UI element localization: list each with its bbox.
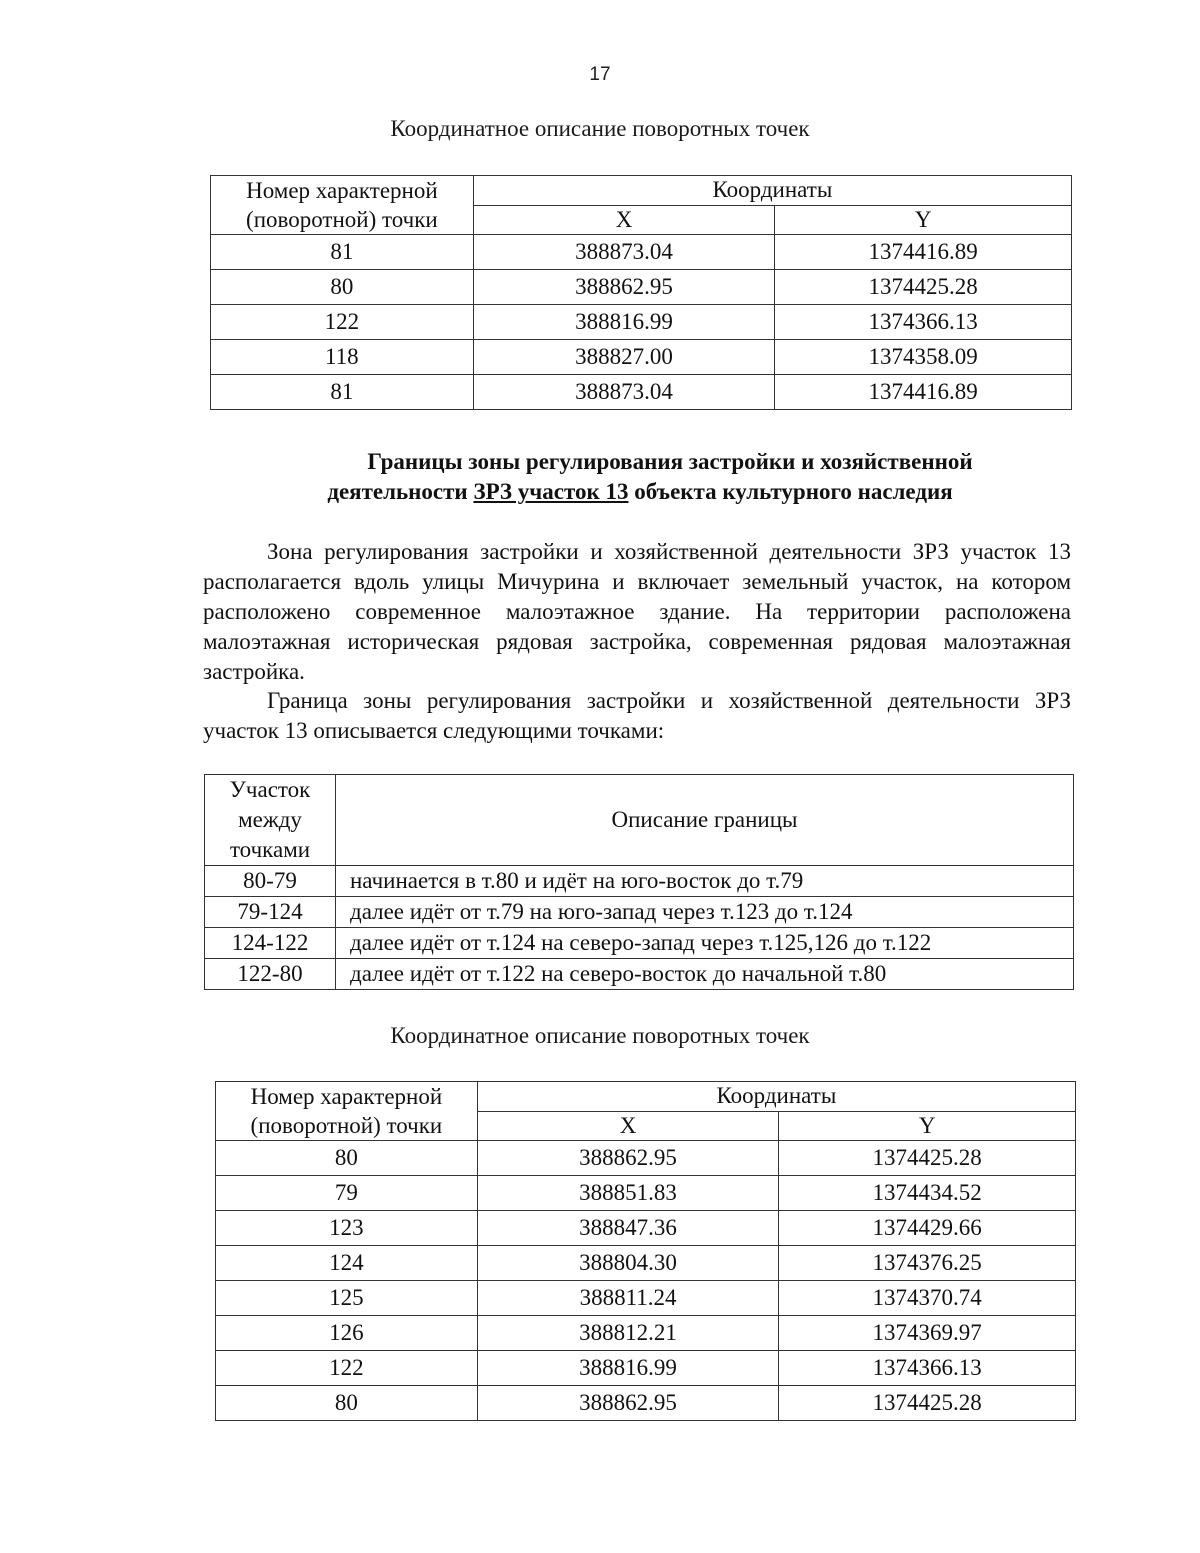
cell-description: далее идёт от т.79 на юго-запад через т.123 до т.124 — [336, 897, 1074, 928]
cell-point: 125 — [216, 1281, 478, 1316]
cell-x: 388811.24 — [477, 1281, 779, 1316]
heading-zone-name: ЗРЗ участок 13 — [473, 479, 629, 504]
cell-y: 1374370.74 — [779, 1281, 1076, 1316]
cell-point: 123 — [216, 1211, 478, 1246]
cell-y: 1374416.89 — [775, 375, 1072, 410]
section-heading — [200, 447, 1080, 507]
cell-description: начинается в т.80 и идёт на юго-восток до т.79 — [336, 866, 1074, 897]
heading-line-2-end: объекта культурного наследия — [628, 479, 953, 504]
cell-x: 388812.21 — [477, 1316, 779, 1351]
cell-x: 388816.99 — [477, 1351, 779, 1386]
cell-point: 81 — [211, 375, 474, 410]
table-row — [216, 1211, 1076, 1246]
table-row — [205, 897, 1074, 928]
header-x: X — [473, 205, 775, 235]
cell-y: 1374425.28 — [775, 270, 1072, 305]
heading-line-1: Границы зоны регулирования застройки и хозяйственной — [367, 449, 973, 474]
boundary-description-table — [204, 774, 1074, 990]
header-segment: Участок между точками — [205, 775, 336, 866]
coordinates-table-1 — [210, 175, 1072, 410]
cell-y: 1374366.13 — [775, 305, 1072, 340]
cell-point: 122 — [216, 1351, 478, 1386]
header-description: Описание границы — [336, 775, 1074, 866]
cell-x: 388873.04 — [473, 375, 775, 410]
cell-point: 118 — [211, 340, 474, 375]
table-row — [211, 235, 1072, 270]
table-row — [216, 1246, 1076, 1281]
cell-y: 1374358.09 — [775, 340, 1072, 375]
page-number: 17 — [589, 64, 611, 85]
cell-x: 388873.04 — [473, 235, 775, 270]
cell-x: 388847.36 — [477, 1211, 779, 1246]
header-coordinates: Координаты — [473, 176, 1071, 206]
table-row — [216, 1176, 1076, 1211]
cell-y: 1374429.66 — [779, 1211, 1076, 1246]
table2-caption: Координатное описание поворотных точек — [390, 1023, 810, 1048]
cell-x: 388862.95 — [477, 1386, 779, 1421]
cell-x: 388816.99 — [473, 305, 775, 340]
table-row — [211, 340, 1072, 375]
cell-point: 124 — [216, 1246, 478, 1281]
header-y: Y — [775, 205, 1072, 235]
heading-line-2 — [327, 479, 952, 504]
cell-x: 388862.95 — [477, 1141, 779, 1176]
header-y: Y — [779, 1111, 1076, 1141]
boundary-intro-paragraph: Граница зоны регулирования застройки и хозяйственной деятельности ЗРЗ участок 13 описывается следующими точками: — [203, 688, 1071, 743]
table-row — [216, 1141, 1076, 1176]
cell-description: далее идёт от т.124 на северо-запад через т.125,126 до т.122 — [336, 928, 1074, 959]
table-row — [211, 375, 1072, 410]
cell-point: 80 — [216, 1141, 478, 1176]
cell-segment: 122-80 — [205, 959, 336, 990]
table-row — [211, 305, 1072, 340]
cell-y: 1374366.13 — [779, 1351, 1076, 1386]
table-row — [205, 866, 1074, 897]
cell-y: 1374425.28 — [779, 1386, 1076, 1421]
cell-x: 388862.95 — [473, 270, 775, 305]
cell-segment: 80-79 — [205, 866, 336, 897]
table-row — [205, 959, 1074, 990]
table-row — [216, 1386, 1076, 1421]
table-row — [216, 1351, 1076, 1386]
cell-y: 1374434.52 — [779, 1176, 1076, 1211]
header-point-number: Номер характерной (поворотной) точки — [211, 176, 474, 235]
table-row — [216, 1316, 1076, 1351]
cell-x: 388804.30 — [477, 1246, 779, 1281]
header-x: X — [477, 1111, 779, 1141]
coordinates-table-2 — [215, 1081, 1076, 1421]
cell-description: далее идёт от т.122 на северо-восток до начальной т.80 — [336, 959, 1074, 990]
cell-y: 1374369.97 — [779, 1316, 1076, 1351]
cell-segment: 124-122 — [205, 928, 336, 959]
header-coordinates: Координаты — [477, 1082, 1075, 1112]
zone-description-paragraph: Зона регулирования застройки и хозяйственной деятельности ЗРЗ участок 13 располагается вдоль улицы Мичурина и включает земельный участок, на котором расположено современное малоэтажное здание. На территории расположена малоэтажная историческая рядовая застройка, современная рядовая малоэтажная застройка. — [203, 539, 1071, 684]
table-row — [216, 1281, 1076, 1316]
cell-y: 1374376.25 — [779, 1246, 1076, 1281]
cell-x: 388827.00 — [473, 340, 775, 375]
cell-point: 126 — [216, 1316, 478, 1351]
cell-point: 80 — [211, 270, 474, 305]
cell-point: 80 — [216, 1386, 478, 1421]
cell-segment: 79-124 — [205, 897, 336, 928]
cell-point: 81 — [211, 235, 474, 270]
cell-y: 1374416.89 — [775, 235, 1072, 270]
table-row — [205, 928, 1074, 959]
header-point-number: Номер характерной (поворотной) точки — [216, 1082, 478, 1141]
table-row — [211, 270, 1072, 305]
table1-caption: Координатное описание поворотных точек — [390, 116, 810, 141]
cell-point: 122 — [211, 305, 474, 340]
cell-point: 79 — [216, 1176, 478, 1211]
cell-y: 1374425.28 — [779, 1141, 1076, 1176]
heading-line-2-start: деятельности — [327, 479, 474, 504]
cell-x: 388851.83 — [477, 1176, 779, 1211]
